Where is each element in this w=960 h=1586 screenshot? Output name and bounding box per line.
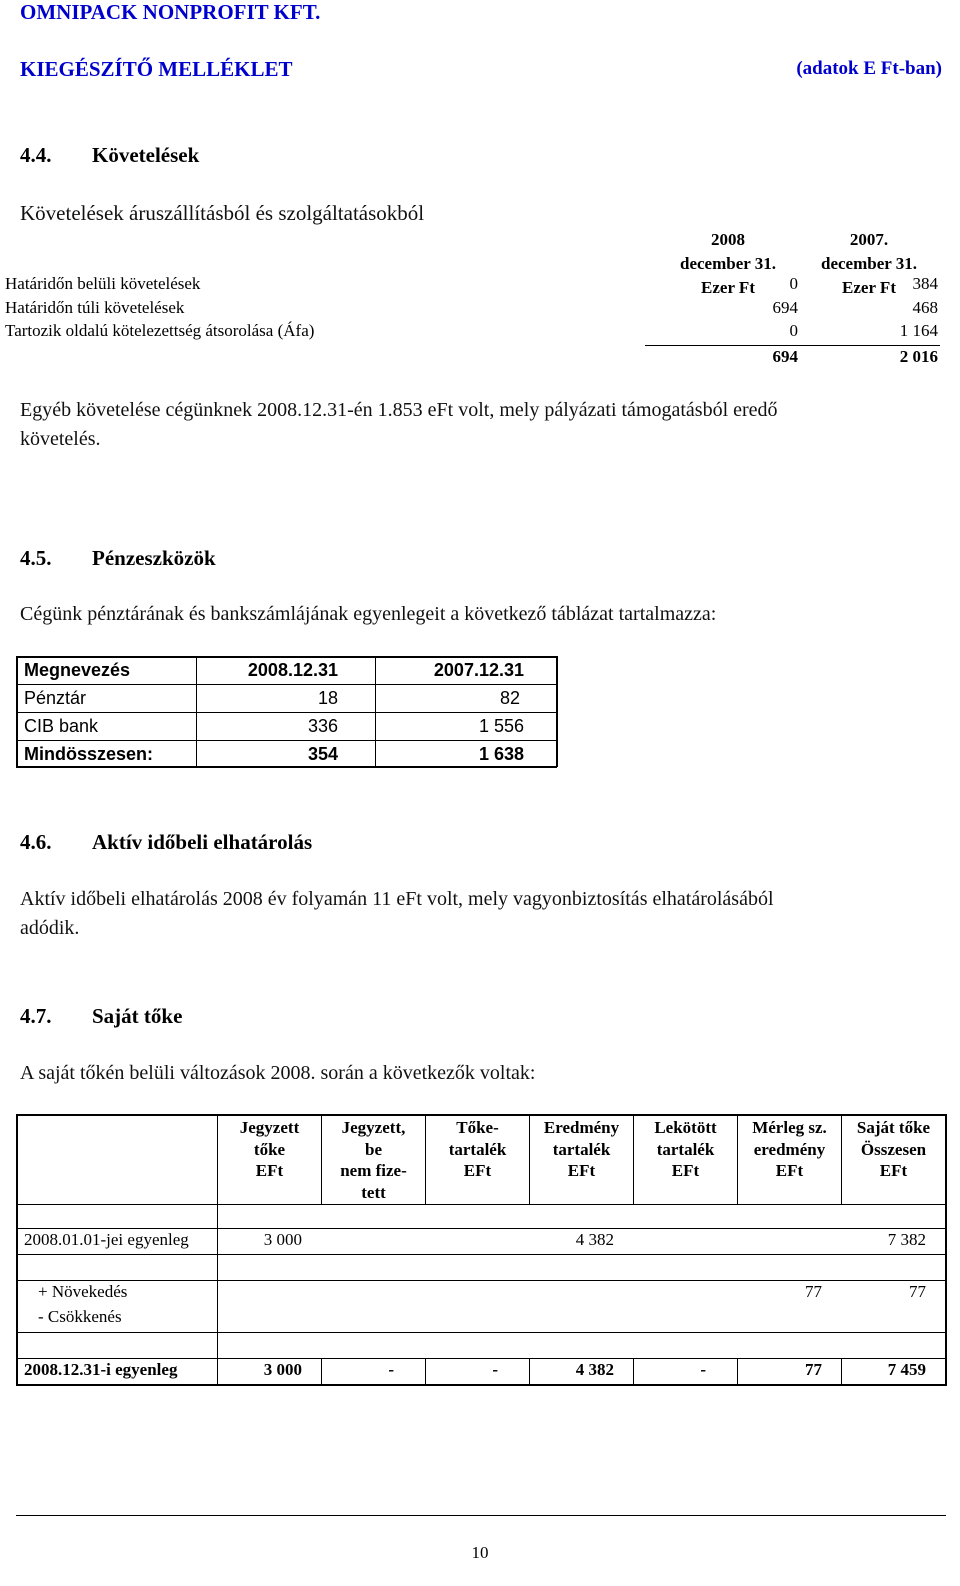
table-row-label: CIB bank xyxy=(24,716,99,736)
table-cell: - xyxy=(700,1360,706,1379)
table-cell: 77 xyxy=(805,1282,822,1301)
company-name: OMNIPACK NONPROFIT KFT. xyxy=(20,0,321,24)
table-cell: 7 459 xyxy=(887,1360,926,1379)
accrual-line1: Aktív időbeli elhatárolás 2008 év folyamán 11 eFt volt, mely vagyonbiztosítás elhatárolásából xyxy=(20,888,774,910)
page-number: 10 xyxy=(471,1543,489,1562)
table-border xyxy=(16,1114,946,1116)
col-header-tied-up-reserve: Lekötött tartalék EFt xyxy=(654,1118,717,1180)
table-border xyxy=(16,656,18,767)
section-number-4-5: 4.5. xyxy=(20,546,52,570)
table-border xyxy=(16,1332,946,1333)
table-border xyxy=(375,657,376,766)
table-row-label: 2008.12.31-i egyenleg xyxy=(24,1360,178,1379)
table-border xyxy=(16,1280,946,1281)
col-header-total-equity: Saját tőke Összesen EFt xyxy=(856,1118,931,1180)
col-header-unpaid-capital: Jegyzett, be nem fize- tett xyxy=(340,1118,407,1202)
table-border xyxy=(16,1254,946,1255)
receivables-note-line1: Egyéb követelése cégünknek 2008.12.31-én 1.853 eFt volt, mely pályázati támogatásból eredő xyxy=(20,399,778,421)
section-number-4-4: 4.4. xyxy=(20,143,52,167)
receivables-subtitle: Követelések áruszállításból és szolgáltatásokból xyxy=(20,201,425,225)
table-cell: - xyxy=(492,1360,498,1379)
table-border xyxy=(556,656,558,767)
col-header-capital-reserve: Tőke- tartalék EFt xyxy=(448,1118,507,1180)
col-header-2008: 2008.12.31 xyxy=(247,660,338,680)
table-cell: 336 xyxy=(307,716,338,736)
table-cell: 77 xyxy=(909,1282,926,1301)
table-row-label: Határidőn túli követelések xyxy=(5,298,185,317)
col-header-retained-earnings: Eredmény tartalék EFt xyxy=(543,1118,620,1180)
table-cell: 4 382 xyxy=(575,1360,614,1379)
col-header-2007: 2007.12.31 xyxy=(433,660,524,680)
table-row-label: Pénztár xyxy=(24,688,87,708)
table-border xyxy=(16,1358,946,1359)
table-row-label: 2008.01.01-jei egyenleg xyxy=(24,1230,189,1249)
total-2007: 1 638 xyxy=(478,744,524,764)
section-title-4-5: Pénzeszközök xyxy=(92,546,216,570)
table-border xyxy=(16,740,557,741)
col-header-subscribed-capital: Jegyzett tőke EFt xyxy=(239,1118,300,1180)
table-row-label: Határidőn belüli követelések xyxy=(5,274,201,293)
table-cell: 384 xyxy=(912,274,938,293)
table-border xyxy=(16,1384,946,1386)
section-number-4-7: 4.7. xyxy=(20,1004,52,1028)
table-cell: 82 xyxy=(499,688,520,708)
section-title-4-7: Saját tőke xyxy=(92,1004,183,1028)
total-label: Mindösszesen: xyxy=(24,744,154,764)
total-rule xyxy=(645,345,940,346)
section-title-4-6: Aktív időbeli elhatárolás xyxy=(92,830,313,854)
section-title-4-4: Követelések xyxy=(92,143,200,167)
table-cell: 3 000 xyxy=(263,1360,302,1379)
col-2007-header: 2007. december 31. Ezer Ft xyxy=(821,230,917,297)
section-number-4-6: 4.6. xyxy=(20,830,52,854)
table-cell: 7 382 xyxy=(887,1230,926,1249)
table-border xyxy=(16,1228,946,1229)
table-border xyxy=(16,712,557,713)
footer-rule xyxy=(16,1515,946,1516)
table-cell: 1 556 xyxy=(478,716,524,736)
col-2008-header: 2008 december 31. Ezer Ft xyxy=(680,230,776,297)
cash-intro: Cégünk pénztárának és bankszámlájának egyenlegeit a következő táblázat tartalmazza: xyxy=(20,603,717,625)
document-title: KIEGÉSZÍTŐ MELLÉKLET xyxy=(20,57,293,81)
table-cell: 0 xyxy=(789,274,798,293)
receivables-note-line2: követelés. xyxy=(20,428,101,450)
equity-intro: A saját tőkén belüli változások 2008. során a következők voltak: xyxy=(20,1062,536,1084)
accrual-line2: adódik. xyxy=(20,917,80,939)
table-border xyxy=(16,1114,18,1386)
table-border xyxy=(945,1114,947,1386)
col-header-name: Megnevezés xyxy=(24,660,131,680)
table-border xyxy=(16,766,557,768)
total-2007: 2 016 xyxy=(899,347,938,366)
table-cell: 1 164 xyxy=(899,321,938,340)
table-row-label: + Növekedés xyxy=(38,1282,128,1301)
table-cell: 3 000 xyxy=(263,1230,302,1249)
table-cell: 468 xyxy=(912,298,938,317)
table-border xyxy=(196,657,197,766)
table-row-label: Tartozik oldalú kötelezettség átsorolása (Áfa) xyxy=(5,321,315,340)
total-2008: 694 xyxy=(772,347,798,366)
table-border xyxy=(16,684,557,685)
table-cell: 18 xyxy=(317,688,338,708)
table-cell: - xyxy=(388,1360,394,1379)
table-cell: 77 xyxy=(805,1360,822,1379)
col-header-balance-sheet-profit: Mérleg sz. eredmény EFt xyxy=(752,1118,827,1180)
units-note: (adatok E Ft-ban) xyxy=(796,58,942,79)
table-cell: 4 382 xyxy=(575,1230,614,1249)
total-2008: 354 xyxy=(307,744,338,764)
table-border xyxy=(16,1204,946,1205)
table-cell: 694 xyxy=(772,298,798,317)
table-row-label: - Csökkenés xyxy=(38,1307,122,1326)
table-border xyxy=(16,656,557,658)
table-cell: 0 xyxy=(789,321,798,340)
